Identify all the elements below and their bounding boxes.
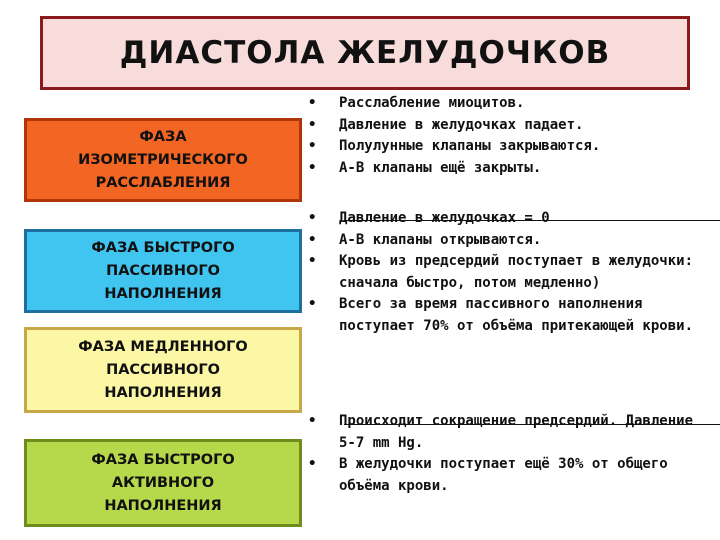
phase-rapid-active-filling: ФАЗА БЫСТРОГО АКТИВНОГО НАПОЛНЕНИЯ — [24, 439, 302, 527]
bullet-item: • Кровь из предсердий поступает в желудочки: сначала быстро, потом медленно) — [308, 253, 694, 291]
bullet-icon: • — [308, 159, 317, 176]
title-box — [40, 16, 690, 90]
divider-line — [344, 424, 720, 425]
bullet-item: • В желудочки поступает ещё 30% от общего объёма крови. — [308, 456, 668, 494]
bullet-item: • Давление в желудочках падает. — [306, 115, 718, 137]
bullet-item: • А-В клапаны ещё закрыты. — [306, 158, 718, 180]
bullet-icon: • — [308, 296, 317, 312]
bullet-item: • Расслабление миоцитов. — [306, 93, 718, 115]
bullet-icon: • — [308, 456, 317, 472]
bullet-list-isometric — [306, 93, 718, 179]
bullet-icon: • — [308, 231, 317, 248]
bullet-item: • Полулунные клапаны закрываются. — [306, 136, 718, 158]
bullet-list-passive — [306, 208, 718, 337]
divider-line — [344, 220, 720, 221]
bullet-item: • А-В клапаны открываются. — [306, 230, 718, 252]
bullet-item: • Происходит сокращение предсердий. Давление 5-7 mm Hg. — [308, 413, 694, 451]
bullet-icon: • — [308, 138, 317, 154]
bullet-icon: • — [308, 210, 317, 226]
phase-isometric-relaxation: ФАЗА ИЗОМЕТРИЧЕСКОГО РАССЛАБЛЕНИЯ — [24, 118, 302, 202]
phase-slow-passive-filling: ФАЗА МЕДЛЕННОГО ПАССИВНОГО НАПОЛНЕНИЯ — [24, 327, 302, 413]
bullet-icon: • — [308, 95, 317, 111]
bullet-icon: • — [308, 116, 317, 133]
bullet-icon: • — [308, 253, 317, 269]
bullet-item: • Всего за время пассивного наполнения поступает 70% от объёма притекающей крови. — [308, 296, 694, 334]
bullet-icon: • — [308, 413, 317, 429]
bullet-item: • Давление в желудочках = 0 — [306, 208, 718, 230]
phase-rapid-passive-filling: ФАЗА БЫСТРОГО ПАССИВНОГО НАПОЛНЕНИЯ — [24, 229, 302, 313]
slide-title: ДИАСТОЛА ЖЕЛУДОЧКОВ — [119, 35, 611, 71]
